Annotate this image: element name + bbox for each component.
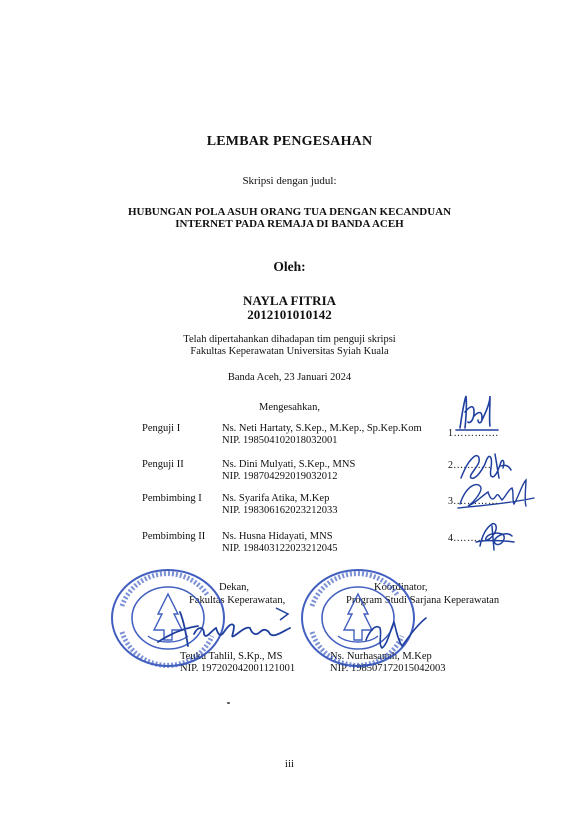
examiner-role-3: Pembimbing I [142,493,202,504]
ink-dot [227,702,230,704]
coordinator-name: Ns. Nurhasanah, M.Kep [330,651,432,662]
coordinator-title: Koordinator, [374,582,428,593]
examiner-1 [222,423,422,446]
examiner-nip: NIP. 198504102018032001 [222,434,338,446]
examiner-name: Ns. Neti Hartaty, S.Kep., M.Kep., Sp.Kep.Kom [222,423,422,434]
defended-line-2: Fakultas Keperawatan Universitas Syiah Kuala [190,346,389,357]
subtitle: Skripsi dengan judul: [242,175,337,187]
examiner-3 [222,493,338,516]
sign-line-1: 1…………. [448,428,499,439]
dean-name: Teuku Tahlil, S.Kp., MS [180,651,283,662]
examiner-2 [222,459,355,482]
dean-title: Dekan, [219,582,250,593]
signature-examiner-4 [470,518,520,554]
signature-examiner-1 [452,392,502,437]
examiner-name: Ns. Husna Hidayati, MNS [222,531,333,542]
examiner-role-2: Penguji II [142,459,184,470]
approved-label: Mengesahkan, [259,402,320,413]
examiner-nip: NIP. 198306162023212033 [222,504,338,516]
signature-coordinator [360,610,440,656]
examiner-name: Ns. Dini Mulyati, S.Kep., MNS [222,459,356,470]
thesis-title [0,206,579,230]
thesis-title-line-2: INTERNET PADA REMAJA DI BANDA ACEH [175,218,404,230]
sign-line-3: 3.………… [448,496,499,507]
dean-nip: NIP. 197202042001121001 [180,663,296,674]
examiner-nip: NIP. 198704292019032012 [222,470,338,482]
examiner-role-4: Pembimbing II [142,531,206,542]
defended-line-1: Telah dipertahankan dihadapan tim penguji skripsi [183,334,396,345]
sign-line-2: 2.………. [448,460,491,471]
place-date: Banda Aceh, 23 Januari 2024 [227,372,352,383]
examiner-4 [222,531,338,554]
examiner-role-1: Penguji I [142,423,181,434]
page-title: LEMBAR PENGESAHAN [206,134,373,149]
defended-statement [0,334,579,358]
page-number: iii [284,758,295,770]
thesis-title-line-1: HUBUNGAN POLA ASUH ORANG TUA DENGAN KECANDUAN [127,206,452,218]
signature-dean [150,604,300,654]
coordinator-program: Program Studi Sarjana Keperawatan [346,595,500,606]
examiner-nip: NIP. 198403122023212045 [222,542,338,554]
by-label: Oleh: [273,259,306,274]
coordinator-nip: NIP. 198507172015042003 [330,663,446,674]
sign-line-4: 4.………… [448,533,499,544]
student-id: 2012101010142 [247,307,332,322]
author-block [0,294,579,322]
dean-faculty: Fakultas Keperawatan, [189,595,286,606]
examiner-name: Ns. Syarifa Atika, M.Kep [222,493,330,504]
signature-examiner-3 [456,476,536,514]
author-name: NAYLA FITRIA [242,293,337,308]
